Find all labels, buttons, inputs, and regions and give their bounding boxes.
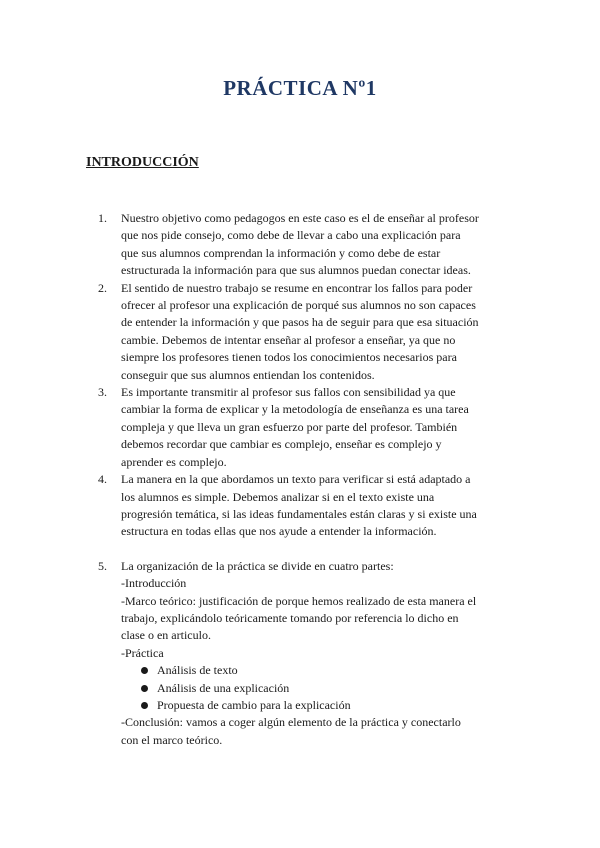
text-line: compleja y que lleva un gran esfuerzo por parte del profesor. También — [121, 419, 458, 434]
text-line: progresión temática, si las ideas fundamentales están claras y si existe una — [121, 506, 477, 521]
list-number: 3. — [98, 385, 107, 400]
text-line: ofrecer al profesor una explicación de porqué sus alumnos no son capaces — [121, 298, 476, 313]
list-item-3 — [98, 384, 524, 471]
text-line: La organización de la práctica se divide en cuatro partes: — [121, 558, 394, 573]
text-line: siempre los profesores tienen todos los conocimientos necesarios para — [121, 350, 457, 365]
text-line: Nuestro objetivo como pedagogos en este caso es el de enseñar al profesor — [121, 211, 479, 225]
text-line: estructura en todas ellas que nos ayude a entender la información. — [121, 524, 437, 539]
text-line: que nos pide consejo, como debe de llevar a cabo una explicación para — [121, 228, 461, 243]
list-number: 2. — [98, 280, 107, 295]
page-title: PRÁCTICA Nº1 — [223, 76, 377, 100]
bullet-item — [121, 662, 524, 679]
text-line: aprender es complejo. — [121, 454, 227, 469]
bullet-item — [121, 680, 524, 697]
bullet-text: Análisis de una explicación — [157, 680, 290, 695]
bullet-icon — [141, 667, 148, 674]
text-line: que sus alumnos comprendan la información y como debe de estar — [121, 245, 441, 260]
text-line: con el marco teórico. — [121, 732, 223, 747]
list-item-1 — [98, 210, 524, 280]
text-line: -Marco teórico: justificación de porque hemos realizado de esta manera el — [121, 593, 477, 608]
bullet-text: Propuesta de cambio para la explicación — [157, 697, 351, 712]
text-line: -Práctica — [121, 645, 164, 660]
numbered-list — [98, 210, 524, 749]
text-line: Es importante transmitir al profesor sus fallos con sensibilidad ya que — [121, 385, 456, 400]
bullet-item — [121, 697, 524, 714]
text-line: debemos recordar que cambiar es complejo, enseñar es complejo y — [121, 437, 442, 452]
text-line: cambiar la forma de explicar y la metodología de enseñanza es una tarea — [121, 402, 469, 417]
text-line: cambie. Debemos de intentar enseñar al profesor a enseñar, ya que no — [121, 332, 456, 347]
blank-line — [104, 541, 524, 558]
text-line: clase o en articulo. — [121, 628, 211, 643]
list-item-4 — [98, 471, 524, 541]
list-number: 5. — [98, 558, 107, 573]
list-item-5 — [98, 558, 524, 749]
bullet-icon — [141, 702, 148, 709]
text-line: los alumnos es simple. Debemos analizar si en el texto existe una — [121, 489, 435, 504]
bullet-list — [121, 662, 524, 714]
text-line: de entender la información y que pasos ha de seguir para que esa situación — [121, 315, 479, 330]
text-line: -Introducción — [121, 576, 187, 591]
bullet-icon — [141, 685, 148, 692]
list-number: 4. — [98, 472, 107, 487]
list-number: 1. — [98, 211, 107, 225]
section-heading: INTRODUCCIÓN — [86, 155, 199, 170]
bullet-text: Análisis de texto — [157, 663, 238, 678]
text-line: La manera en la que abordamos un texto para verificar si está adaptado a — [121, 472, 471, 487]
list-item-2 — [98, 280, 524, 384]
text-line: estructurada la información para que sus alumnos puedan conectar ideas. — [121, 263, 471, 278]
text-line: conseguir que sus alumnos entiendan los contenidos. — [121, 367, 375, 382]
text-line: El sentido de nuestro trabajo se resume en encontrar los fallos para poder — [121, 280, 473, 295]
text-line: trabajo, explicándolo teóricamente tomando por referencia lo dicho en — [121, 610, 459, 625]
text-line: -Conclusión: vamos a coger algún elemento de la práctica y conectarlo — [121, 715, 461, 730]
